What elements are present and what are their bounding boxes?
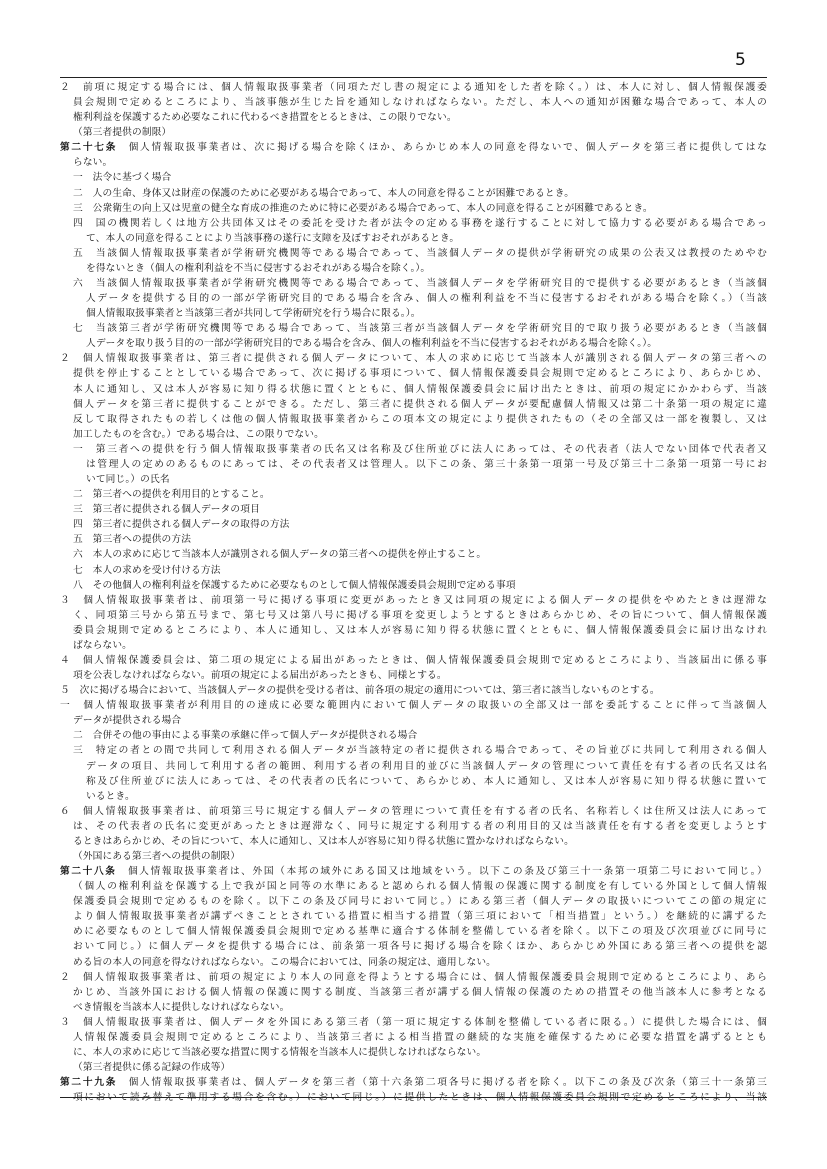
text-line: は、その代表者の氏名に変更があったときは遅滞なく、同号に規定する利用する者の利用目的又は当該責任を有する者を変更しようとす (73, 820, 767, 832)
text-line: 委員会規則で定めるところにより、本人に通知し、又は本人が容易に知り得る状態に置くとともに、個人情報保護委員会に届け出なけれ (73, 624, 767, 636)
text-line: （第三者提供に係る記録の作成等） (73, 1062, 231, 1074)
text-line: 四 国の機関若しくは地方公共団体又はその委託を受けた者が法令の定める事務を遂行することに対して協力する必要がある場合であっ (73, 217, 767, 229)
text-line: かじめ、当該外国における個人情報の保護に関する制度、当該第三者が講ずる個人情報の保護のための措置その他当該本人に参考となる (73, 986, 767, 998)
text-line: 保護委員会規則で定めるものを除く。以下この条及び同号において同じ。）にある第三者（個人データの取扱いについてこの節の規定に (73, 896, 767, 908)
text-line: いるとき。 (86, 790, 135, 802)
text-line: 六 本人の求めに応じて当該本人が識別される個人データの第三者への提供を停止すること。 (73, 549, 487, 561)
text-line: 加工したものを含む。）である場合は、この限りでない。 (73, 428, 324, 440)
text-line: 二 人の生命、身体又は財産の保護のために必要がある場合であって、本人の同意を得ることが困難であるとき。 (73, 187, 575, 199)
text-line: ６ 個人情報取扱事業者は、前項第三号に規定する個人データの管理について責任を有する者の氏名、名称若しくは住所又は法人にあって (60, 805, 767, 817)
text-line: 員会規則で定めるところにより、当該事態が生じた旨を通知しなければならない。ただし、本人への通知が困難な場合であって、本人の (73, 97, 767, 109)
text-line: 権利利益を保護するため必要なこれに代わるべき措置をとるときは、この限りでない。 (73, 112, 457, 124)
article-text: 個人情報取扱事業者は、個人データを第三者（第十六条第二項各号に掲げる者を除く。以下この条及び次条（第三十一条第三 (117, 1077, 767, 1089)
text-line: 三 第三者に提供される個人データの項目 (73, 504, 260, 516)
text-line: 四 第三者に提供される個人データの取得の方法 (73, 519, 290, 531)
text-line: 一 法令に基づく場合 (73, 172, 172, 184)
page-number: 5 (735, 50, 746, 70)
text-line: ２ 個人情報取扱事業者は、前項の規定により本人の同意を得ようとする場合には、個人情報保護委員会規則で定めるところにより、あら (60, 971, 767, 983)
article-heading: 第二十八条 (60, 866, 117, 878)
text-line: 提供を停止することとしている場合であって、次に掲げる事項について、個人情報保護委員会規則で定めるところにより、あらかじめ、 (73, 368, 767, 380)
text-line: 称及び住所並びに法人にあっては、その代表者の氏名について、あらかじめ、本人に通知し、又は本人が容易に知り得る状態に置いて (86, 775, 767, 787)
text-line: 五 当該個人情報取扱事業者が学術研究機関等である場合であって、当該個人データの提供が学術研究の成果の公表又は教授のためやむ (73, 247, 767, 259)
text-line: 五 第三者への提供の方法 (73, 534, 192, 546)
text-line: 反して取得されたもの若しくは他の個人情報取扱事業者からこの項本文の規定により提供されたもの（その全部又は一部を複製し、又は (73, 413, 767, 425)
text-line: データの項目、共同して利用する者の範囲、利用する者の利用目的並びに当該個人データの管理について責任を有する者の氏名又は名 (86, 760, 767, 772)
text-line: 六 当該個人情報取扱事業者が学術研究機関等である場合であって、当該個人データを学術研究目的で提供する必要があるとき（当該個 (73, 278, 767, 290)
text-line: いて同じ。）の氏名 (86, 474, 170, 486)
text-line: て、本人の同意を得ることにより当該事務の遂行に支障を及ぼすおそれがあるとき。 (86, 232, 460, 244)
text-line: 二 第三者への提供を利用目的とすること。 (73, 489, 270, 501)
text-line (60, 864, 767, 879)
text-line: 一 個人情報取扱事業者が利用目的の達成に必要な範囲内において個人データの取扱いの全部又は一部を委託することに伴って当該個人 (60, 700, 767, 712)
text-line: 項を公表しなければならない。前項の規定による届出があったときも、同様とする。 (73, 670, 447, 682)
text-line: く、同項第三号から第五号まで、第七号又は第八号に掲げる事項を変更しようとするときはあらかじめ、その旨について、個人情報保護 (73, 609, 767, 621)
text-line: 項において読み替えて準用する場合を含む。）において同じ。）に提供したときは、個人情報保護委員会規則で定めるところにより、当該 (73, 1092, 767, 1104)
text-line: より個人情報取扱事業者が講ずべきこととされている措置に相当する措置（第三項において「相当措置」という。）を継続的に講ずるた (73, 911, 767, 923)
document-body (60, 80, 767, 1105)
text-line: 七 当該第三者が学術研究機関等である場合であって、当該第三者が当該個人データを学術研究目的で取り扱う必要があるとき（当該個 (73, 323, 767, 335)
text-line: 一 第三者への提供を行う個人情報取扱事業者の氏名又は名称及び住所並びに法人にあっては、その代表者（法人でない団体で代表者又 (73, 443, 767, 455)
text-line: ばならない。 (73, 639, 133, 651)
text-line: 人データを取り扱う目的の一部が学術研究目的である場合を含み、個人の権利利益を不当に侵害するおそれがある場合を除く。）。 (86, 338, 658, 350)
text-line: 個人データを第三者に提供することができる。ただし、第三者に提供される個人データが要配慮個人情報又は第二十条第一項の規定に違 (73, 398, 767, 410)
text-line: 人情報保護委員会規則で定めるところにより、当該第三者による相当措置の継続的な実施を確保するために必要な措置を講ずるととも (73, 1031, 767, 1043)
text-line: るときはあらかじめ、その旨について、本人に通知し、又は本人が容易に知り得る状態に置かなければならない。 (73, 835, 574, 847)
text-line (60, 1075, 767, 1090)
text-line: 人データを提供する目的の一部が学術研究目的である場合を含み、個人の権利利益を不当に侵害するおそれがある場合を除く。）（当該 (86, 293, 767, 305)
text-line: に、本人の求めに応じて当該必要な措置に関する情報を当該本人に提供しなければならない。 (73, 1047, 487, 1058)
text-line: は管理人の定めのあるものにあっては、その代表者又は管理人。以下この条、第三十条第一項第一号及び第三十二条第一項第一号にお (86, 458, 767, 470)
text-line: ５ 次に掲げる場合において、当該個人データの提供を受ける者は、前各項の規定の適用については、第三者に該当しないものとする。 (60, 685, 660, 697)
article-heading: 第二十九条 (60, 1077, 118, 1089)
text-line: （個人の権利利益を保護する上で我が国と同等の水準にあると認められる個人情報の保護に関する制度を有している外国として個人情報 (73, 881, 767, 893)
text-line: ２ 個人情報取扱事業者は、第三者に提供される個人データについて、本人の求めに応じて当該本人が識別される個人データの第三者への (60, 353, 767, 365)
text-line: データが提供される場合 (73, 715, 182, 727)
text-line: 三 特定の者との間で共同して利用される個人データが当該特定の者に提供される場合であって、その旨並びに共同して利用される個人 (73, 745, 767, 757)
text-line: （外国にある第三者への提供の制限） (73, 850, 241, 862)
text-line: ３ 個人情報取扱事業者は、前項第一号に掲げる事項に変更があったとき又は同項の規定による個人データの提供をやめたときは遅滞な (60, 594, 767, 606)
article-text: 個人情報取扱事業者は、外国（本邦の域外にある国又は地域をいう。以下この条及び第三十一条第一項第二号において同じ。） (116, 866, 767, 878)
text-line: 二 合併その他の事由による事業の承継に伴って個人データが提供される場合 (73, 730, 418, 742)
text-line: ２ 前項に規定する場合には、個人情報取扱事業者（同項ただし書の規定による通知をした者を除く。）は、本人に対し、個人情報保護委 (60, 82, 767, 93)
text-line: 三 公衆衛生の向上又は児童の健全な育成の推進のために特に必要がある場合であって、本人の同意を得ることが困難であるとき。 (73, 202, 653, 214)
text-line: める旨の本人の同意を得なければならない。この場合においては、同条の規定は、適用しない。 (73, 956, 497, 968)
text-line: ３ 個人情報取扱事業者は、個人データを外国にある第三者（第一項に規定する体制を整備している者に限る。）に提供した場合には、個 (60, 1016, 767, 1028)
text-line: ４ 個人情報保護委員会は、第二項の規定による届出があったときは、個人情報保護委員会規則で定めるところにより、当該届出に係る事 (60, 654, 767, 666)
text-line: を得ないとき（個人の権利利益を不当に侵害するおそれがある場合を除く。）。 (86, 262, 431, 274)
text-line: おいて同じ。）に個人データを提供する場合には、前条第一項各号に掲げる場合を除くほか、あらかじめ外国にある第三者への提供を認 (73, 941, 767, 953)
text-line: めに必要なものとして個人情報保護委員会規則で定める基準に適合する体制を整備している者を除く。以下この項及び次項並びに同号に (73, 926, 767, 938)
top-rule (60, 77, 767, 78)
article-heading: 第二十七条 (60, 142, 118, 154)
text-line: （第三者提供の制限） (73, 127, 172, 139)
text-line: 本人に通知し、又は本人が容易に知り得る状態に置くとともに、個人情報保護委員会に届け出たときは、前項の規定にかかわらず、当該 (73, 383, 767, 395)
text-line (60, 140, 767, 155)
text-line: 七 本人の求めを受け付ける方法 (73, 564, 221, 576)
article-text: 個人情報取扱事業者は、次に掲げる場合を除くほか、あらかじめ本人の同意を得ないで、個人データを第三者に提供してはな (117, 142, 767, 154)
text-line: 個人情報取扱事業者と当該第三者が共同して学術研究を行う場合に限る。）。 (86, 308, 421, 320)
text-line: らない。 (73, 157, 113, 169)
bottom-rule (60, 1097, 767, 1098)
text-line: 八 その他個人の権利利益を保護するために必要なものとして個人情報保護委員会規則で定める事項 (73, 579, 516, 591)
text-line: べき情報を当該本人に提供しなければならない。 (73, 1001, 290, 1013)
